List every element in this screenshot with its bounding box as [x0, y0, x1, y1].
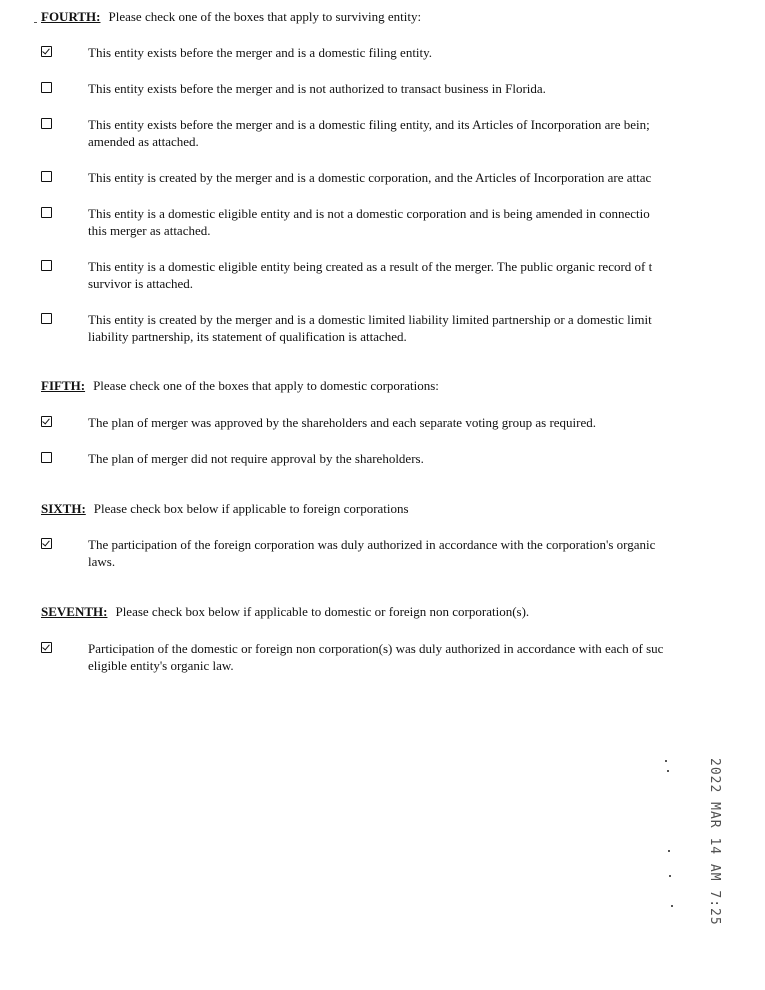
option-text	[88, 450, 738, 467]
option-line: liability partnership, its statement of qualification is attached.	[88, 329, 407, 344]
option-line: This entity is a domestic eligible entity and is not a domestic corporation and is being amended in connectio	[88, 206, 650, 221]
scan-speck	[669, 875, 671, 877]
option-text	[88, 44, 738, 61]
filing-stamp: 2022 MAR 14 AM 7:25	[707, 758, 722, 926]
option-line: This entity is created by the merger and is a domestic limited liability limited partnership or a domestic limit	[88, 312, 652, 327]
scan-speck	[34, 22, 37, 23]
option-line: amended as attached.	[88, 134, 199, 149]
section-sixth-heading	[41, 501, 409, 517]
section-intro: Please check box below if applicable to foreign corporations	[93, 501, 409, 516]
checkbox[interactable]	[41, 171, 52, 182]
option-text	[88, 169, 738, 186]
option-line: The plan of merger did not require approval by the shareholders.	[88, 451, 424, 466]
checkbox[interactable]	[41, 82, 52, 93]
option-text	[88, 116, 738, 150]
option-text	[88, 205, 738, 239]
section-label: SIXTH:	[41, 501, 86, 516]
section-seventh-heading	[41, 604, 529, 620]
checkbox-checked[interactable]	[41, 538, 52, 549]
scan-speck	[671, 905, 673, 907]
option-line: eligible entity's organic law.	[88, 658, 234, 673]
option-line: survivor is attached.	[88, 276, 194, 291]
section-intro: Please check box below if applicable to domestic or foreign non corporation(s).	[115, 604, 530, 619]
checkbox-checked[interactable]	[41, 642, 52, 653]
option-text	[88, 640, 738, 674]
section-intro: Please check one of the boxes that apply to domestic corporations:	[93, 378, 439, 393]
checkbox[interactable]	[41, 260, 52, 271]
option-line: The plan of merger was approved by the shareholders and each separate voting group as required.	[88, 415, 597, 430]
section-fourth-heading	[41, 9, 421, 25]
checkbox-checked[interactable]	[41, 416, 52, 427]
option-text	[88, 80, 738, 97]
option-line: Participation of the domestic or foreign non corporation(s) was duly authorized in accordance with each of suc	[88, 641, 664, 656]
option-line: laws.	[88, 554, 116, 569]
option-text	[88, 414, 738, 431]
option-line: this merger as attached.	[88, 223, 211, 238]
checkbox[interactable]	[41, 313, 52, 324]
scan-speck	[667, 770, 669, 772]
section-intro: Please check one of the boxes that apply to surviving entity:	[108, 9, 422, 24]
option-line: This entity is created by the merger and is a domestic corporation, and the Articles of Incorporation are attac	[88, 170, 652, 185]
section-label: FOURTH:	[41, 9, 101, 24]
option-line: The participation of the foreign corporation was duly authorized in accordance with the corporation's organic	[88, 537, 656, 552]
option-line: This entity exists before the merger and is a domestic filing entity.	[88, 45, 433, 60]
section-fifth-heading	[41, 378, 439, 394]
section-label: FIFTH:	[41, 378, 86, 393]
scan-speck	[665, 760, 667, 762]
option-text	[88, 536, 738, 570]
checkbox-checked[interactable]	[41, 46, 52, 57]
option-text	[88, 311, 738, 345]
scan-speck	[668, 850, 670, 852]
option-line: This entity is a domestic eligible entity being created as a result of the merger. The public organic record of t	[88, 259, 653, 274]
option-line: This entity exists before the merger and is a domestic filing entity, and its Articles of Incorporation are bein;	[88, 117, 650, 132]
option-line: This entity exists before the merger and is not authorized to transact business in Florida.	[88, 81, 546, 96]
section-label: SEVENTH:	[41, 604, 108, 619]
checkbox[interactable]	[41, 207, 52, 218]
checkbox[interactable]	[41, 118, 52, 129]
checkbox[interactable]	[41, 452, 52, 463]
option-text	[88, 258, 738, 292]
